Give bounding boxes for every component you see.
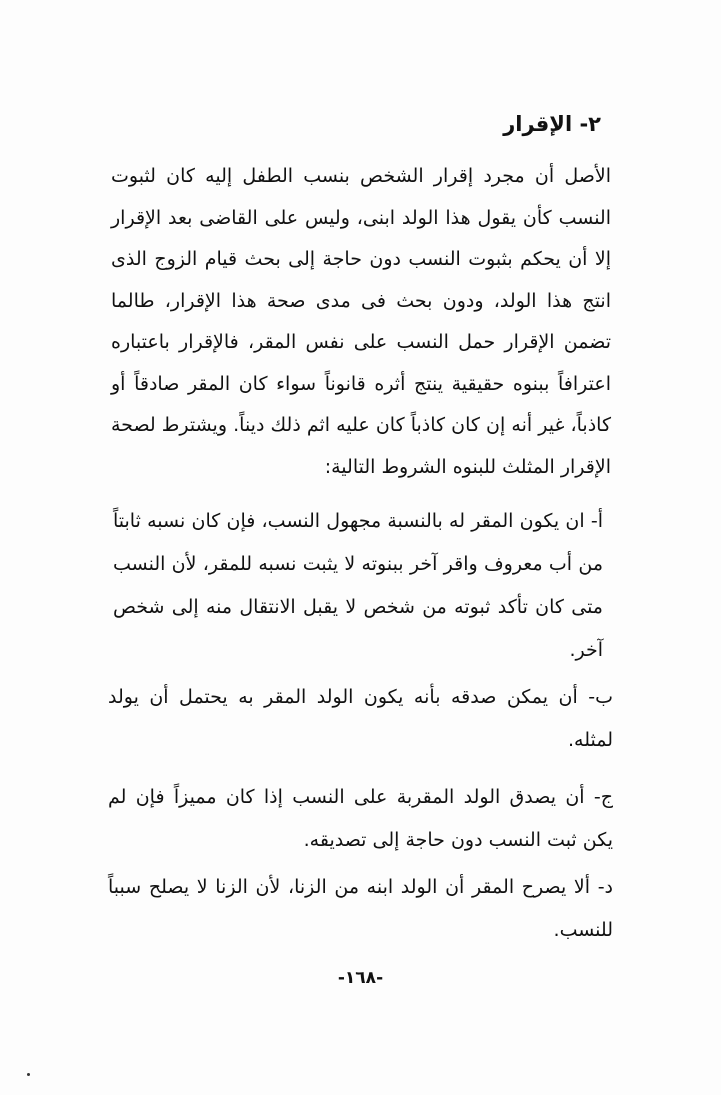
condition-item-d xyxy=(108,866,613,952)
condition-item-b xyxy=(108,676,613,762)
page-number: -١٦٨- xyxy=(337,968,384,988)
condition-item-c xyxy=(108,776,613,862)
condition-text: أن يمكن صدقه بأنه يكون الولد المقر به يحتمل أن يولد لمثله. xyxy=(108,686,613,751)
condition-marker: د- xyxy=(597,876,614,898)
body-paragraph: الأصل أن مجرد إقرار الشخص بنسب الطفل إليه كان لثبوت النسب كأن يقول هذا الولد ابنى، وليس على القاضى بعد الإقرار إلا أن يحكم بثبوت النسب دون حاجة إلى بحث قيام الزوج الذى انتج هذا الولد، ودون بحث فى مدى صحة هذا الإقرار، طالما تضمن الإقرار حمل النسب على نفس المقر، فالإقرار باعتباره اعترافاً ببنوه حقيقية ينتج أثره قانوناً سواء كان المقر صادقاً أو كاذباً، غير أنه إن كان كاذباً كان عليه اثم ذلك ديناً. ويشترط لصحة الإقرار المثلث للبنوه الشروط التالية: xyxy=(111,165,611,478)
condition-text: أن يصدق الولد المقربة على النسب إذا كان مميزاً فإن لم يكن ثبت النسب دون حاجة إلى تصديقه. xyxy=(108,786,613,851)
condition-marker: ج- xyxy=(593,786,614,808)
condition-item-a xyxy=(113,500,603,672)
condition-text: ان يكون المقر له بالنسبة مجهول النسب، فإن كان نسبه ثابتاً من أب معروف واقر آخر ببنوته لا يثبت نسبه للمقر، لأن النسب متى كان تأكد ثبوته من شخص لا يقبل الانتقال منه إلى شخص آخر. xyxy=(113,510,603,661)
condition-marker: ب- xyxy=(588,686,613,708)
condition-marker: أ- xyxy=(590,510,603,532)
section-heading: ٢- الإقرار xyxy=(503,112,601,136)
condition-text: ألا يصرح المقر أن الولد ابنه من الزنا، لأن الزنا لا يصلح سبباً للنسب. xyxy=(108,876,613,941)
scan-speck xyxy=(27,1073,30,1076)
